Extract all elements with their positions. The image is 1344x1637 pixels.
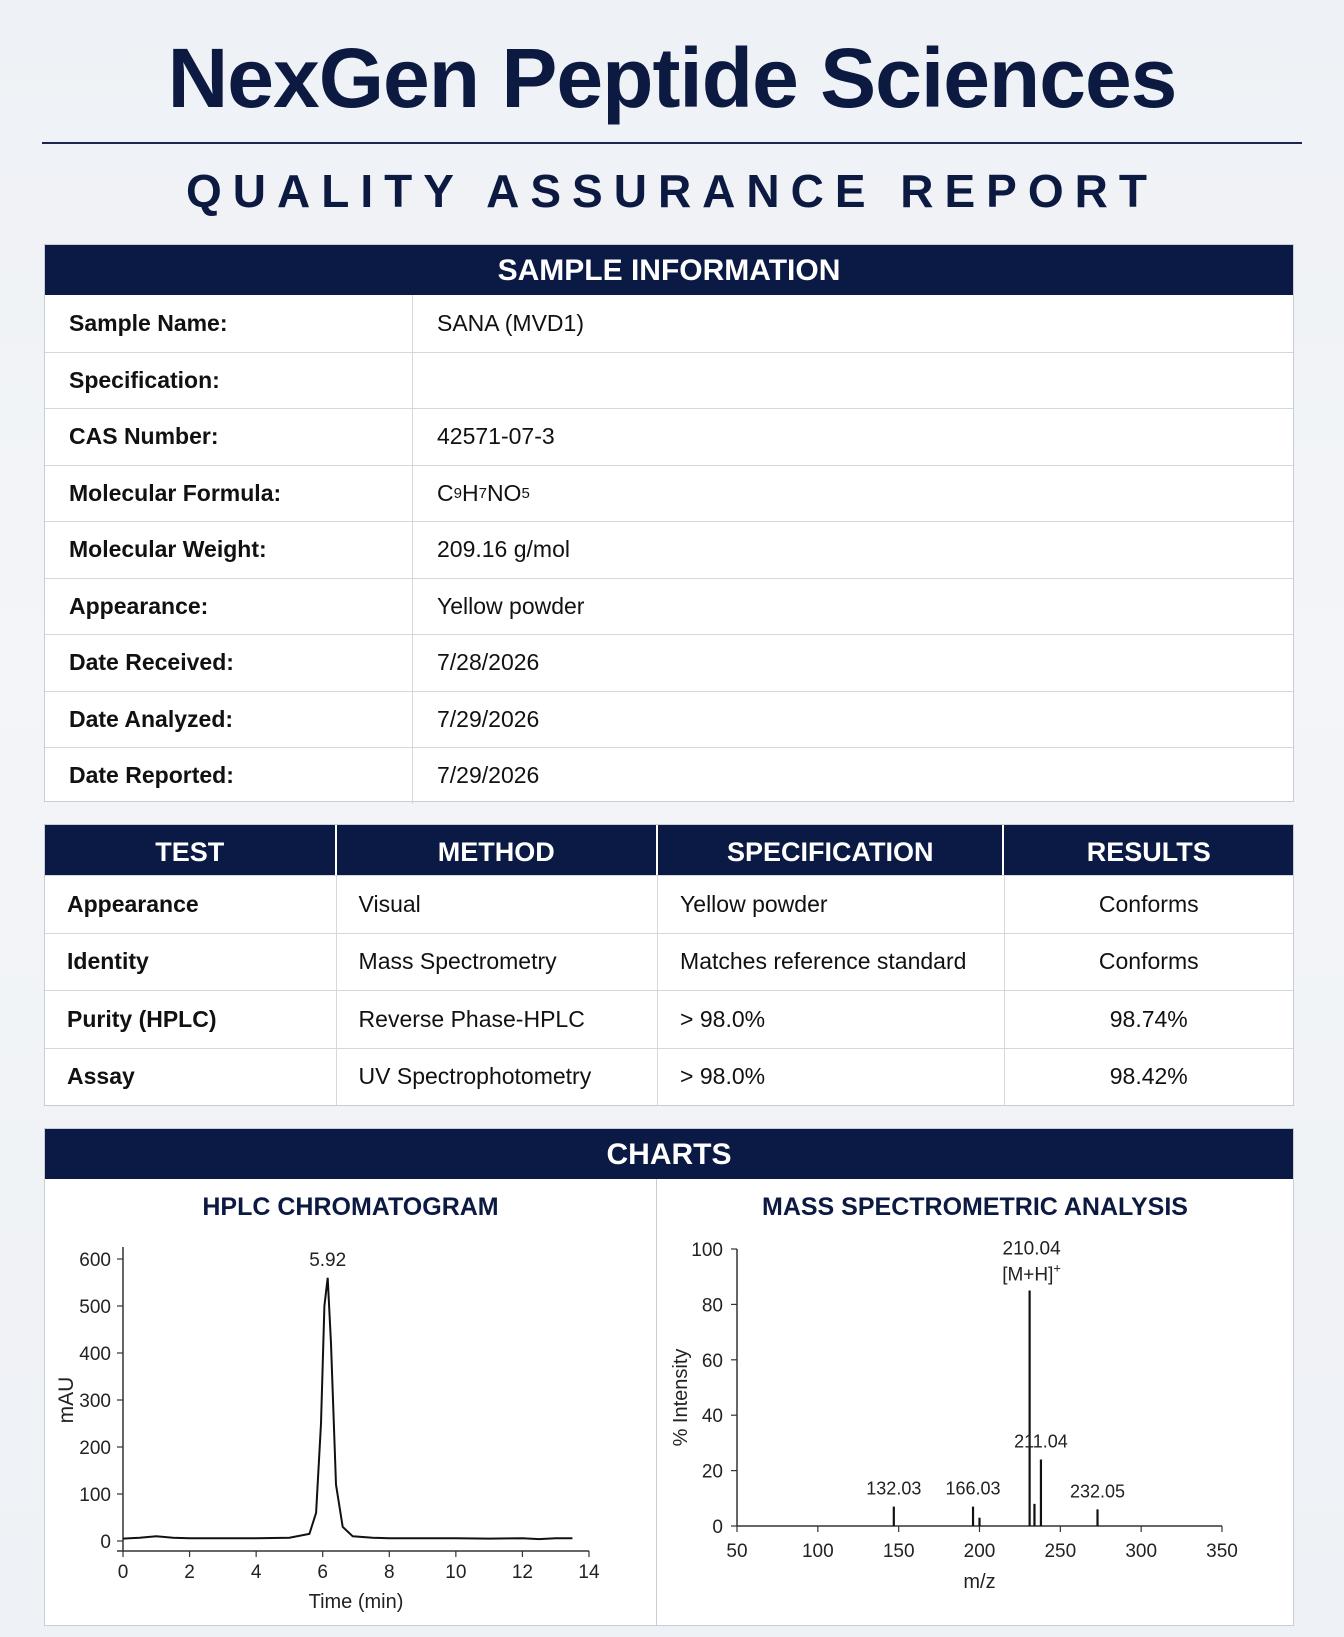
info-value bbox=[413, 353, 437, 409]
info-row-appearance bbox=[45, 578, 1293, 635]
header-divider bbox=[42, 142, 1302, 144]
x-tick-label: 10 bbox=[445, 1562, 467, 1583]
x-tick-label: 100 bbox=[801, 1541, 834, 1562]
test-name: Identity bbox=[45, 934, 337, 991]
y-tick-label: 500 bbox=[79, 1297, 111, 1318]
test-method: Mass Spectrometry bbox=[337, 934, 659, 991]
y-tick-label: 200 bbox=[79, 1438, 111, 1459]
y-tick-label: 100 bbox=[79, 1485, 111, 1506]
x-tick-label: 12 bbox=[511, 1562, 533, 1583]
formula-o-count: 5 bbox=[521, 484, 530, 502]
table-row bbox=[45, 875, 1293, 933]
test-method: UV Spectrophotometry bbox=[337, 1049, 659, 1106]
table-header-row bbox=[45, 825, 1293, 875]
y-tick-label: 600 bbox=[79, 1250, 111, 1271]
y-tick-label: 400 bbox=[79, 1344, 111, 1365]
chromatogram-trace bbox=[123, 1278, 572, 1539]
mass-spectrum-chart bbox=[657, 1179, 1293, 1626]
test-name: Purity (HPLC) bbox=[45, 991, 337, 1048]
y-tick-label: 300 bbox=[79, 1391, 111, 1412]
molecular-formula-value bbox=[413, 466, 530, 522]
info-row-date-received bbox=[45, 634, 1293, 691]
peak-label: 210.04 bbox=[1002, 1238, 1061, 1260]
test-specification: > 98.0% bbox=[658, 991, 1004, 1048]
formula-c: C bbox=[437, 479, 454, 506]
y-tick-label: 60 bbox=[701, 1350, 723, 1372]
sample-information-panel bbox=[44, 244, 1294, 802]
x-tick-label: 0 bbox=[117, 1562, 129, 1583]
sample-information-heading: SAMPLE INFORMATION bbox=[45, 245, 1293, 295]
x-tick-label: 14 bbox=[578, 1562, 600, 1583]
formula-h: H bbox=[461, 479, 479, 506]
x-tick-label: 50 bbox=[726, 1541, 748, 1562]
sample-info-table bbox=[45, 295, 1293, 804]
y-axis-label: % Intensity bbox=[670, 1348, 692, 1447]
x-tick-label: 150 bbox=[882, 1541, 915, 1562]
ion-formula: [M+H] bbox=[1002, 1264, 1054, 1286]
info-value: Yellow powder bbox=[437, 592, 585, 619]
test-specification: > 98.0% bbox=[658, 1049, 1004, 1106]
info-label: CAS Number: bbox=[45, 409, 413, 465]
column-header-specification: SPECIFICATION bbox=[658, 825, 1004, 875]
info-row-molecular-weight bbox=[45, 521, 1293, 578]
test-name: Appearance bbox=[45, 876, 337, 933]
info-value: 7/29/2026 bbox=[437, 762, 540, 789]
company-title: NexGen Peptide Sciences bbox=[167, 31, 1177, 125]
info-value: 209.16 g/mol bbox=[437, 536, 570, 563]
base-peak-ion-label bbox=[1002, 1261, 1061, 1286]
x-tick-label: 6 bbox=[317, 1562, 329, 1583]
info-row-molecular-formula bbox=[45, 465, 1293, 522]
ion-charge: + bbox=[1053, 1260, 1062, 1276]
info-row-cas-number bbox=[45, 408, 1293, 465]
test-method: Visual bbox=[337, 876, 659, 933]
info-row-specification bbox=[45, 352, 1293, 409]
hplc-chromatogram-chart bbox=[45, 1179, 656, 1626]
ms-chart-title: MASS SPECTROMETRIC ANALYSIS bbox=[762, 1193, 1188, 1221]
y-tick-label: 0 bbox=[712, 1517, 723, 1538]
peak-label: 166.03 bbox=[945, 1478, 1001, 1499]
x-tick-label: 250 bbox=[1044, 1541, 1077, 1562]
info-row-date-reported bbox=[45, 747, 1293, 804]
y-axis-label: mAU bbox=[55, 1376, 78, 1424]
table-row bbox=[45, 1048, 1293, 1106]
test-name: Assay bbox=[45, 1049, 337, 1106]
info-row-date-analyzed bbox=[45, 691, 1293, 748]
y-tick-label: 80 bbox=[701, 1295, 723, 1317]
x-tick-label: 350 bbox=[1206, 1541, 1238, 1562]
y-tick-label: 0 bbox=[100, 1532, 111, 1553]
info-label: Date Received: bbox=[45, 635, 413, 691]
peak-label: 211.04 bbox=[1014, 1431, 1068, 1452]
column-header-results: RESULTS bbox=[1086, 837, 1211, 867]
test-result: Conforms bbox=[1098, 948, 1199, 975]
y-tick-label: 20 bbox=[701, 1461, 723, 1483]
x-tick-label: 300 bbox=[1125, 1541, 1158, 1562]
peak-label: 232.05 bbox=[1069, 1481, 1126, 1502]
info-value: 7/29/2026 bbox=[437, 705, 540, 732]
test-specification: Yellow powder bbox=[658, 876, 1004, 933]
x-axis-label: Time (min) bbox=[308, 1591, 404, 1613]
info-value: 42571-07-3 bbox=[437, 423, 555, 450]
test-specification: Matches reference standard bbox=[658, 934, 1004, 991]
info-label: Date Reported: bbox=[45, 748, 413, 804]
report-title: QUALITY ASSURANCE REPORT bbox=[186, 165, 1158, 217]
info-label: Molecular Weight: bbox=[45, 522, 413, 578]
x-tick-label: 4 bbox=[250, 1562, 262, 1583]
formula-h-count: 7 bbox=[478, 484, 487, 502]
info-value: SANA (MVD1) bbox=[437, 309, 584, 336]
test-result: 98.42% bbox=[1109, 1063, 1188, 1090]
charts-panel bbox=[44, 1128, 1294, 1626]
x-tick-label: 2 bbox=[184, 1562, 195, 1583]
test-method: Reverse Phase-HPLC bbox=[337, 991, 659, 1048]
table-row bbox=[45, 933, 1293, 991]
info-label: Date Analyzed: bbox=[45, 692, 413, 748]
test-result: Conforms bbox=[1098, 890, 1199, 917]
formula-c-count: 9 bbox=[453, 484, 462, 502]
test-result: 98.74% bbox=[1109, 1005, 1188, 1032]
info-label: Specification: bbox=[45, 353, 413, 409]
column-header-test: TEST bbox=[45, 825, 337, 875]
y-tick-label: 100 bbox=[691, 1240, 723, 1261]
column-header-method: METHOD bbox=[337, 825, 658, 875]
x-axis-label: m/z bbox=[963, 1571, 996, 1593]
y-tick-label: 40 bbox=[701, 1406, 723, 1428]
x-tick-label: 8 bbox=[383, 1562, 395, 1583]
peak-label: 5.92 bbox=[309, 1249, 347, 1271]
charts-area bbox=[45, 1179, 1293, 1626]
info-value: 7/28/2026 bbox=[437, 649, 540, 676]
info-row-sample-name bbox=[45, 295, 1293, 352]
info-label: Molecular Formula: bbox=[45, 466, 413, 522]
x-tick-label: 200 bbox=[963, 1541, 996, 1562]
info-label: Appearance: bbox=[45, 579, 413, 635]
formula-no: NO bbox=[486, 479, 522, 506]
hplc-chart-title: HPLC CHROMATOGRAM bbox=[202, 1193, 499, 1221]
info-label: Sample Name: bbox=[45, 295, 413, 352]
peak-label: 132.03 bbox=[866, 1478, 922, 1499]
test-results-table bbox=[44, 824, 1294, 1106]
table-row bbox=[45, 990, 1293, 1048]
charts-heading: CHARTS bbox=[45, 1129, 1293, 1179]
